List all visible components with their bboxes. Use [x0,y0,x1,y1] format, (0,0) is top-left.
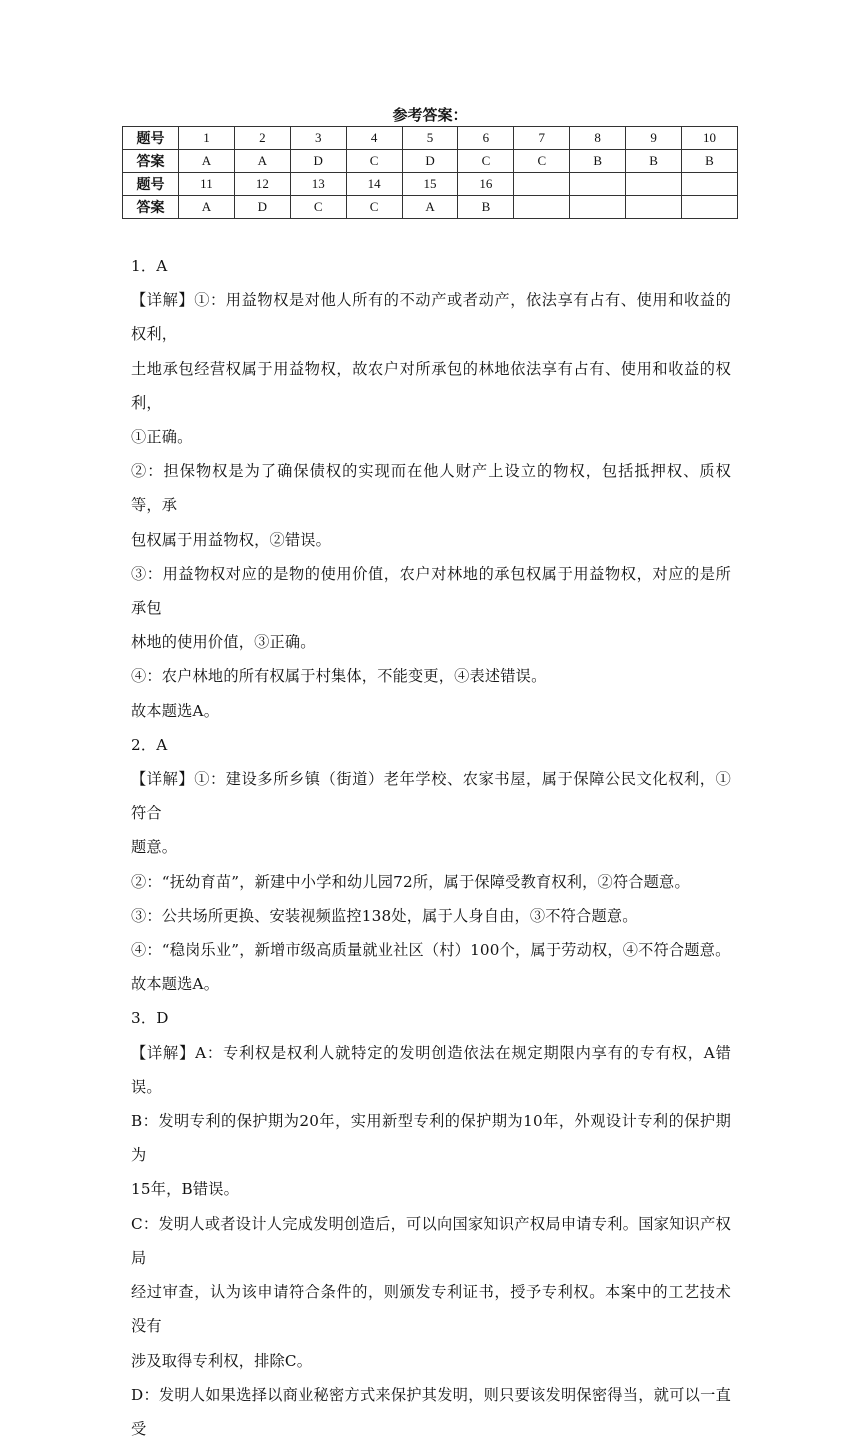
text-line: 林地的使用价值，③正确。 [131,633,316,652]
table-cell: D [234,196,290,219]
table-cell: C [346,150,402,173]
table-cell: 8 [570,127,626,150]
table-cell [514,196,570,219]
text-line: 15年，B错误。 [131,1180,240,1199]
table-cell: B [570,150,626,173]
table-cell [570,173,626,196]
table-cell: 5 [402,127,458,150]
table-cell: B [682,150,738,173]
text-line: ④：农户林地的所有权属于村集体，不能变更，④表述错误。 [131,667,547,686]
row-header: 答案 [123,196,179,219]
text-line: 【详解】①：用益物权是对他人所有的不动产或者动产，依法享有占有、使用和收益的权利， [131,291,731,344]
table-row [123,196,738,219]
answer-table [122,126,738,219]
table-cell: C [346,196,402,219]
text-line: ④：“稳岗乐业”，新增市级高质量就业社区（村）100个，属于劳动权，④不符合题意。 [131,941,731,960]
table-cell [626,173,682,196]
table-cell: A [179,196,235,219]
table-cell: C [458,150,514,173]
table-row [123,127,738,150]
text-line: 题意。 [131,838,178,857]
text-line: ①正确。 [131,428,193,447]
text-line: D：发明人如果选择以商业秘密方式来保护其发明，则只要该发明保密得当，就可以一直受 [131,1385,731,1438]
row-header: 题号 [123,173,179,196]
table-cell: 16 [458,173,514,196]
text-line: 涉及取得专利权，排除C。 [131,1351,313,1370]
table-cell [682,173,738,196]
text-line: ③：公共场所更换、安装视频监控138处，属于人身自由，③不符合题意。 [131,906,638,925]
table-cell: 2 [234,127,290,150]
table-cell: A [402,196,458,219]
table-cell: 13 [290,173,346,196]
table-cell: 12 [234,173,290,196]
text-line: B：发明专利的保护期为20年，实用新型专利的保护期为10年，外观设计专利的保护期为 [131,1112,731,1165]
text-line: 2．A [131,735,168,754]
text-line: 故本题选A。 [131,975,220,994]
table-cell: A [179,150,235,173]
table-row [123,150,738,173]
table-cell: 9 [626,127,682,150]
table-cell: 4 [346,127,402,150]
table-cell: B [626,150,682,173]
table-cell: D [402,150,458,173]
table-cell: 6 [458,127,514,150]
table-cell: C [514,150,570,173]
text-line: 包权属于用益物权，②错误。 [131,530,332,549]
table-cell: B [458,196,514,219]
table-cell: 3 [290,127,346,150]
text-line: 故本题选A。 [131,701,220,720]
table-cell: A [234,150,290,173]
table-cell: 1 [179,127,235,150]
text-line: 土地承包经营权属于用益物权，故农户对所承包的林地依法享有占有、使用和收益的权利， [131,359,731,412]
text-line: C：发明人或者设计人完成发明创造后，可以向国家知识产权局申请专利。国家知识产权局 [131,1214,731,1267]
table-cell [570,196,626,219]
row-header: 题号 [123,127,179,150]
text-line: 【详解】①：建设多所乡镇（街道）老年学校、农家书屋，属于保障公民文化权利，①符合 [131,770,731,823]
text-line: 1．A [131,257,168,275]
table-cell [626,196,682,219]
text-line: 经过审查，认为该申请符合条件的，则颁发专利证书，授予专利权。本案中的工艺技术没有 [131,1283,731,1336]
table-cell: 7 [514,127,570,150]
text-line: ②：“抚幼育苗”，新建中小学和幼儿园72所，属于保障受教育权利，②符合题意。 [131,872,690,891]
text-line: 【详解】A：专利权是权利人就特定的发明创造依法在规定期限内享有的专有权，A错误。 [131,1043,731,1096]
table-cell: 14 [346,173,402,196]
table-cell: 10 [682,127,738,150]
row-header: 答案 [123,150,179,173]
text-line: ②：担保物权是为了确保债权的实现而在他人财产上设立的物权，包括抵押权、质权等，承 [131,462,731,515]
table-cell: C [290,196,346,219]
text-line: 3．D [131,1009,169,1028]
table-row [123,173,738,196]
answer-key-title: 参考答案： [392,106,468,124]
table-cell: 11 [179,173,235,196]
table-cell: D [290,150,346,173]
table-cell [682,196,738,219]
text-line: ③：用益物权对应的是物的使用价值，农户对林地的承包权属于用益物权，对应的是所承包 [131,564,731,618]
table-cell [514,173,570,196]
table-cell: 15 [402,173,458,196]
explanation-text [131,249,731,1446]
